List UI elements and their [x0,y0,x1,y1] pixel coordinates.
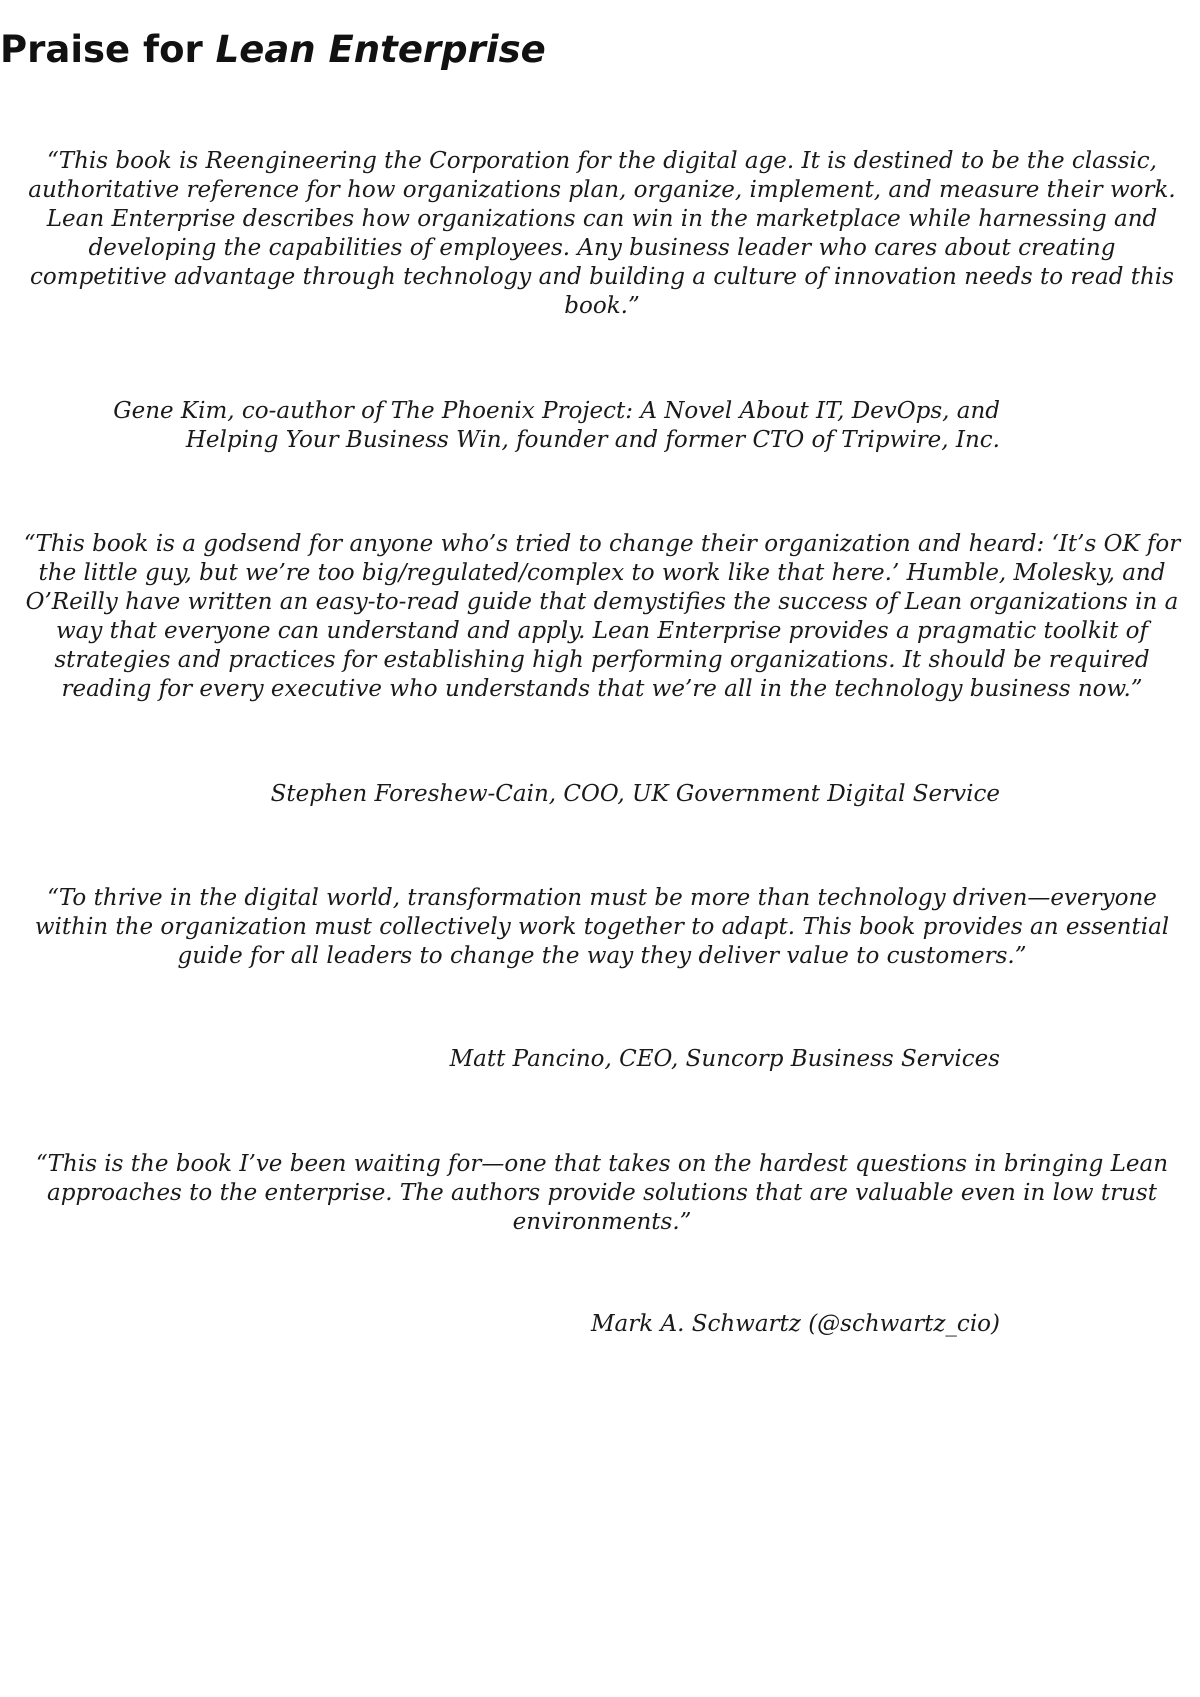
testimonial-attribution [271,780,1000,809]
page-title [0,24,546,76]
attribution-line: Mark A. Schwartz (@schwartz_cio) [590,1311,1000,1337]
page-title-book-name: Lean Enterprise [215,28,546,71]
testimonial-attribution [450,1045,1000,1074]
testimonial-quote: “This is the book I’ve been waiting for—one that takes on the hardest questions in bringing Lean approaches to the enterprise. The authors provide solutions that are valuable even in low trust environments.” [35,1151,1169,1235]
testimonial-quote: “This book is a godsend for anyone who’s tried to change their organization and heard: ‘It’s OK for the little guy, but we’re too big/regulated/complex to work like that here.’ Humble, Molesky, and O’Reilly have written an easy-to-read guide that demystifies the success of Lean organizations in a way that everyone can understand and apply. Lean Enterprise provides a pragmatic toolkit of strategies and practices for establishing high performing organizations. It should be required reading for every executive who understands that we’re all in the technology business now.” [23,531,1181,702]
attribution-line: Stephen Foreshew-Cain, COO, UK Government Digital Service [270,781,1000,807]
testimonial-quote: “This book is Reengineering the Corporation for the digital age. It is destined to be the classic, authoritative reference for how organizations plan, organize, implement, and measure their work. Lean Enterprise describes how organizations can win in the marketplace while harnessing and developing the capabilities of employees. Any business leader who cares about creating competitive advantage through technology and building a culture of innovation needs to read this book.” [28,148,1176,319]
testimonial-attribution [591,1310,1000,1339]
testimonial-quote: “To thrive in the digital world, transformation must be more than technology driven—everyone within the organization must collectively work together to adapt. This book provides an essential guide for all leaders to change the way they deliver value to customers.” [34,885,1170,969]
testimonial-attribution [80,397,1000,455]
page-title-prefix: Praise for [0,28,216,71]
attribution-line: Matt Pancino, CEO, Suncorp Business Services [449,1046,1000,1072]
attribution-line: Helping Your Business Win, founder and former CTO of Tripwire, Inc. [185,427,1000,453]
attribution-line: Gene Kim, co-author of The Phoenix Project: A Novel About IT, DevOps, and [113,398,1000,424]
